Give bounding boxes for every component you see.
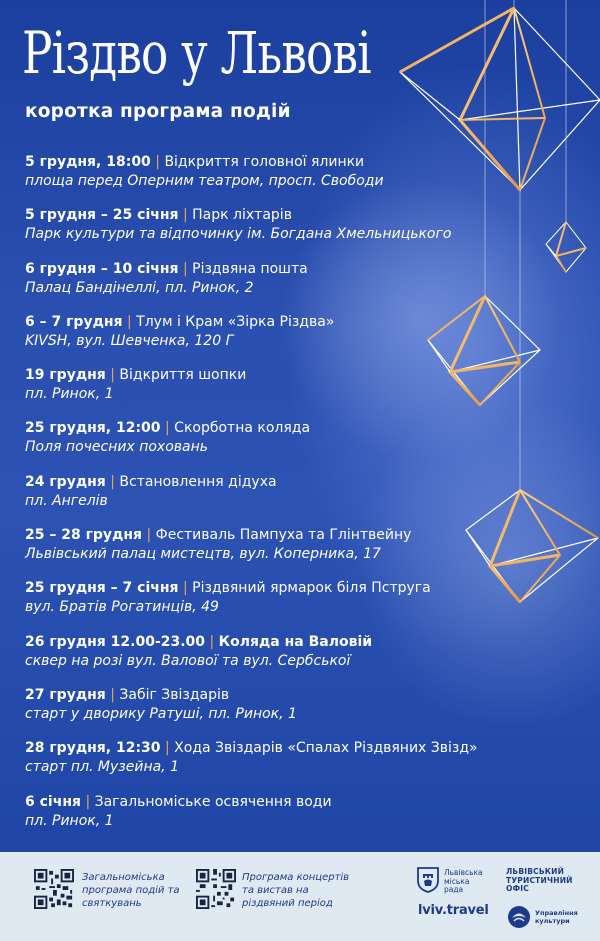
footer <box>0 852 600 941</box>
event-heading <box>25 205 565 225</box>
event-place: Поля почесних поховань <box>25 439 209 456</box>
qr-code-icon[interactable] <box>196 869 236 909</box>
event-heading <box>25 685 565 705</box>
event-separator: | <box>182 580 188 597</box>
event-place: площа перед Оперним театром, просп. Свободи <box>25 173 384 189</box>
event-item <box>25 205 565 258</box>
event-date: 25 – 28 грудня <box>25 527 143 544</box>
event-name: Відкриття головної ялинки <box>164 154 365 170</box>
event-heading <box>25 525 565 545</box>
event-heading <box>25 312 565 332</box>
event-item <box>25 632 565 685</box>
event-separator: | <box>146 527 152 544</box>
event-name: Відкриття шопки <box>119 367 247 384</box>
page-subtitle: коротка програма подій <box>25 101 291 122</box>
event-item <box>25 578 565 631</box>
event-date: 5 грудня, 18:00 <box>25 154 151 170</box>
events-list <box>25 152 565 845</box>
event-date: 28 грудня, 12:30 <box>25 740 161 757</box>
event-place: вул. Братів Рогатинців, 49 <box>25 599 219 616</box>
event-name: Хода Звіздарів «Спалах Різдвяних Звізд» <box>174 740 478 757</box>
event-item <box>25 312 565 365</box>
event-item <box>25 685 565 738</box>
event-item <box>25 472 565 525</box>
event-item <box>25 365 565 418</box>
city-council-label: Львівська міська рада <box>444 868 483 894</box>
event-name: Коляда на Валовій <box>218 633 373 650</box>
event-name: Парк ліхтарів <box>192 207 292 224</box>
qr2-caption: Програма концертів та вистав на різдвяний період <box>242 872 350 909</box>
event-date: 24 грудня <box>25 473 106 490</box>
event-place: пл. Ангелів <box>25 492 108 509</box>
event-heading <box>25 738 565 758</box>
event-place: пл. Ринок, 1 <box>25 812 114 829</box>
event-place: Парк культури та відпочинку ім. Богдана Хмельницького <box>25 226 452 243</box>
event-name: Загальноміське освячення води <box>94 793 332 810</box>
event-heading <box>25 632 565 652</box>
tourist-office-logo: ЛЬВІВСЬКИЙ ТУРИСТИЧНИЙ ОФІС <box>506 867 573 893</box>
event-name: Тлум і Крам «Зірка Різдва» <box>136 313 335 330</box>
event-name: Скорботна коляда <box>174 420 311 437</box>
event-heading <box>25 365 565 385</box>
event-name: Різдвяна пошта <box>192 260 308 277</box>
event-date: 26 грудня 12.00-23.00 <box>25 633 206 650</box>
event-date: 6 – 7 грудня <box>25 313 123 330</box>
event-separator: | <box>165 740 170 757</box>
qr-code-icon[interactable] <box>34 869 74 909</box>
event-date: 27 грудня <box>25 686 106 703</box>
event-place: KIVSH, вул. Шевченка, 120 Г <box>25 332 234 349</box>
event-heading <box>25 472 565 492</box>
event-date: 25 грудня, 12:00 <box>25 420 161 437</box>
event-heading <box>25 152 565 172</box>
event-item <box>25 152 565 205</box>
city-coat-of-arms-icon <box>417 867 439 893</box>
event-separator: | <box>165 420 170 437</box>
lviv-travel-logo[interactable]: lviv.travel <box>418 903 489 918</box>
event-name: Забіг Звіздарів <box>119 686 230 703</box>
event-separator: | <box>127 313 132 330</box>
event-name: Встановлення дідуха <box>119 473 277 490</box>
event-item <box>25 792 565 845</box>
event-date: 25 грудня – 7 січня <box>25 580 179 597</box>
event-heading <box>25 578 565 598</box>
event-name: Фестиваль Пампуха та Глінтвейну <box>155 527 412 544</box>
event-separator: | <box>182 207 188 224</box>
event-item <box>25 418 565 471</box>
event-heading <box>25 259 565 279</box>
event-date: 5 грудня – 25 січня <box>25 207 179 224</box>
event-separator: | <box>182 260 188 277</box>
event-item <box>25 525 565 578</box>
event-item <box>25 738 565 791</box>
culture-department-icon <box>507 905 531 929</box>
event-item <box>25 259 565 312</box>
event-place: старт у дворику Ратуші, пл. Ринок, 1 <box>25 705 297 722</box>
event-date: 19 грудня <box>25 367 106 384</box>
event-heading <box>25 792 565 812</box>
event-date: 6 січня <box>25 793 81 810</box>
event-separator: | <box>110 686 115 703</box>
event-place: Палац Бандінеллі, пл. Ринок, 2 <box>25 279 254 296</box>
event-place: старт пл. Музейна, 1 <box>25 759 179 776</box>
page-title: Різдво у Львові <box>22 19 371 87</box>
event-separator: | <box>110 367 115 384</box>
event-heading <box>25 418 565 438</box>
event-separator: | <box>155 154 160 170</box>
event-place: пл. Ринок, 1 <box>25 386 114 403</box>
event-separator: | <box>209 633 215 650</box>
event-name: Різдвяний ярмарок біля Пструга <box>192 580 431 597</box>
event-separator: | <box>85 793 91 810</box>
event-date: 6 грудня – 10 січня <box>25 260 179 277</box>
culture-department-label: Управління культури <box>535 909 578 925</box>
event-separator: | <box>110 473 115 490</box>
qr1-caption: Загальноміська програма подій та святкувань <box>82 872 180 909</box>
event-place: Львівський палац мистецтв, вул. Коперника, 17 <box>25 546 381 563</box>
event-place: сквер на розі вул. Валової та вул. Сербської <box>25 652 351 669</box>
